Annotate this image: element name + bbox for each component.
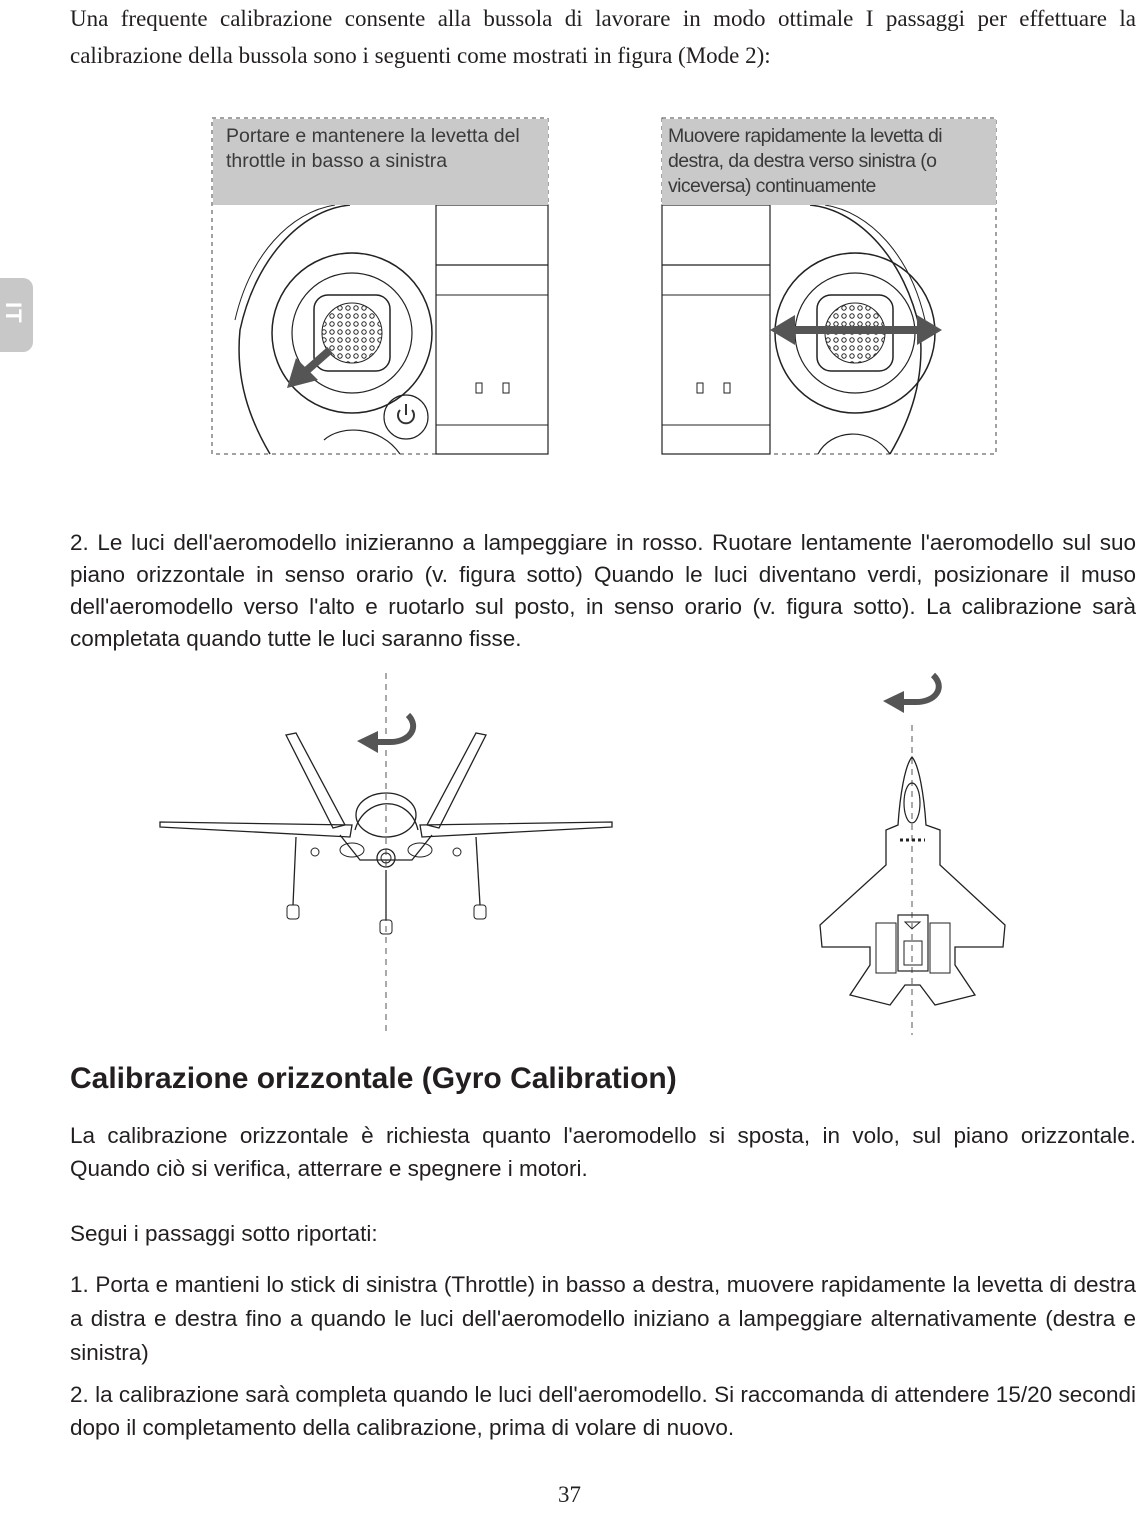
- right-caption: [662, 119, 996, 205]
- intro-paragraph: Una frequente calibrazione consente alla bussola di lavorare in modo ottimale I passaggi per effettuare la calibrazione della bussola sono i seguenti come mostrati in figura (Mode 2):: [70, 6, 1136, 68]
- aircraft-figure: [0, 665, 1139, 1040]
- gyro-step2: 2. la calibrazione sarà completa quando le luci dell'aeromodello. Si raccomanda di attendere 15/20 secondi dopo il completamento della calibrazione, prima di volare di nuovo.: [70, 1382, 1136, 1440]
- gyro-follow-text: Segui i passaggi sotto riportati:: [70, 1221, 378, 1246]
- aircraft-front-view: [160, 673, 612, 1035]
- aircraft-drawing: [0, 665, 1139, 1040]
- aircraft-top-view: [820, 725, 1005, 1035]
- transmitter-figure: [0, 0, 1139, 470]
- page-number: 37: [558, 1482, 581, 1507]
- rotation-arrow-icon: [357, 715, 413, 753]
- rotation-arrow-icon: [883, 675, 939, 713]
- language-tab-label: IT: [1, 302, 26, 324]
- section-title: Calibrazione orizzontale (Gyro Calibration): [70, 1062, 677, 1095]
- gyro-step1: 1. Porta e mantieni lo stick di sinistra (Throttle) in basso a destra, muovere rapidamente la levetta di destra a distra e destra fino a quando le luci dell'aeromodello iniziano a lampeggiare alternativamente (destra e sinistra): [70, 1272, 1136, 1365]
- direction-arrow-icon: [287, 350, 330, 388]
- left-caption: [213, 119, 548, 205]
- left-caption-text: Portare e mantenere la levetta del throttle in basso a sinistra: [226, 125, 520, 172]
- gyro-paragraph: La calibrazione orizzontale è richiesta quanto l'aeromodello si sposta, in volo, sul piano orizzontale. Quando ciò si verifica, atterrare e spegnere i motori.: [70, 1123, 1136, 1181]
- transmitter-drawing: [0, 0, 1139, 470]
- right-caption-text: Muovere rapidamente la levetta di destra, da destra verso sinistra (o viceversa) continuamente: [668, 125, 942, 197]
- power-icon: [398, 404, 414, 423]
- step2-paragraph: 2. Le luci dell'aeromodello inizieranno a lampeggiare in rosso. Ruotare lentamente l'aeromodello sul suo piano orizzontale in senso orario (v. figura sotto) Quando le luci diventano verdi, posizionare il muso dell'aeromodello verso l'alto e ruotarlo sul posto, in senso orario (v. figura sotto). La calibrazione sarà completata quando tutte le luci saranno fisse.: [70, 530, 1136, 651]
